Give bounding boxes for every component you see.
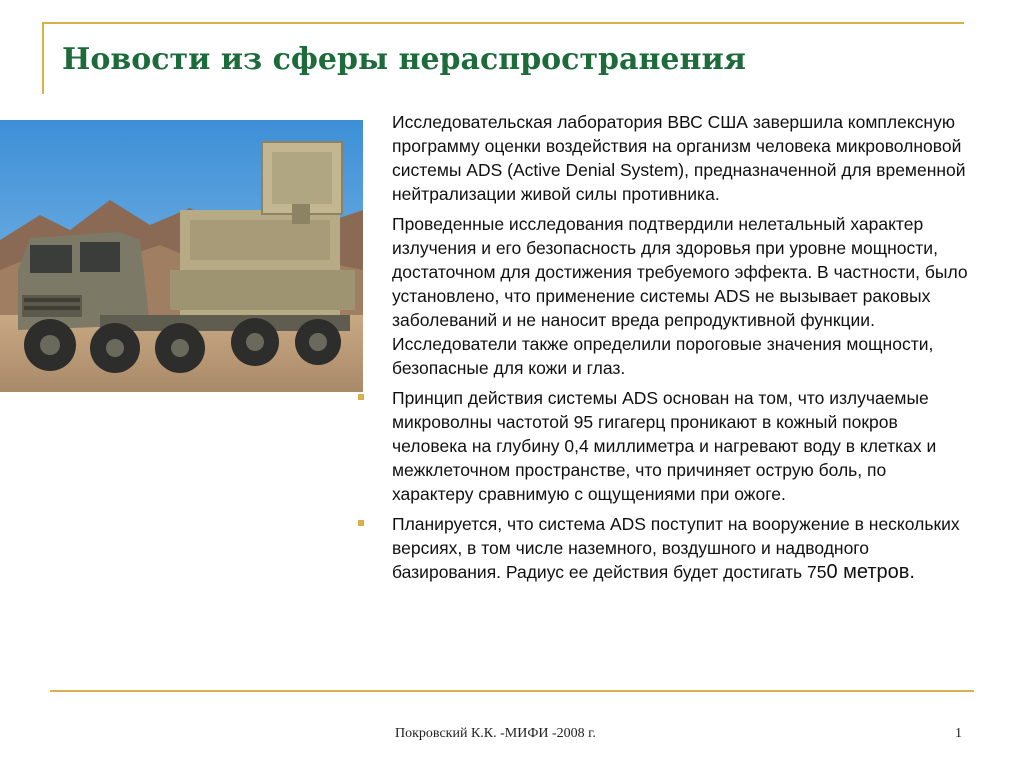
- bullet-paragraph-3: [358, 386, 968, 506]
- paragraph-4-text: Планируется, что система ADS поступит на вооружение в нескольких версиях, в том числе наземного, воздушного и надводного базирования. Радиус ее действия будет достигать 75: [392, 514, 960, 582]
- paragraph-1-text: Исследовательская лаборатория ВВС США завершила комплексную программу оценки воздействия на организм человека микроволновой системы ADS (Active Denial System), предназначенной для временной нейтрализации живой силы противника.: [392, 112, 966, 204]
- square-bullet-icon: [358, 394, 364, 400]
- bullet-paragraph-4: [358, 512, 968, 584]
- title-side-bar: [42, 22, 44, 94]
- page-number: 1: [955, 726, 962, 741]
- paragraph-3-text: Принцип действия системы ADS основан на том, что излучаемые микроволны частотой 95 гигагерц проникают в кожный покров человека на глубину 0,4 миллиметра и нагревают воду в клетках и межклеточном пространстве, что причиняет острую боль, по характеру сравнимую с ощущениями при ожоге.: [392, 388, 937, 504]
- top-divider: [42, 22, 964, 24]
- bottom-divider: [50, 690, 974, 692]
- slide-footer: Покровский К.К. -МИФИ -2008 г.: [395, 726, 596, 741]
- slide-title: Новости из сферы нераспространения: [62, 42, 746, 77]
- paragraph-2: [358, 212, 968, 380]
- square-bullet-icon: [358, 520, 364, 526]
- paragraph-2-text: Проведенные исследования подтвердили нелетальный характер излучения и его безопасность для здоровья при уровне мощности, достаточном для достижения требуемого эффекта. В частности, было установлено, что применение системы ADS не вызывает раковых заболеваний и не наносит вреда репродуктивной функции. Исследователи также определили пороговые значения мощности, безопасные для кожи и глаз.: [392, 214, 968, 378]
- slide-body: [358, 110, 968, 590]
- ads-truck-photo: [0, 120, 363, 392]
- paragraph-1: [358, 110, 968, 206]
- paragraph-4-tail: 0 метров.: [826, 561, 915, 583]
